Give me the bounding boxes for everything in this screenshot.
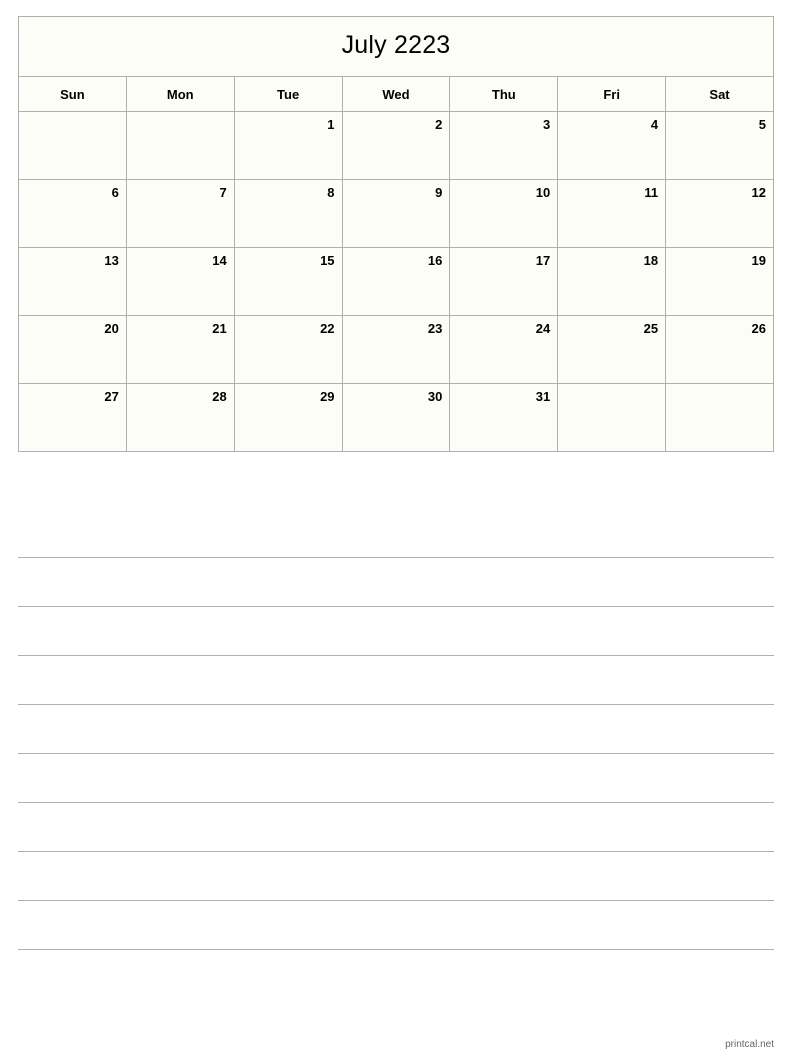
calendar-day-cell[interactable]: 15 xyxy=(234,248,342,316)
calendar-day-cell[interactable]: 13 xyxy=(19,248,127,316)
calendar-day-cell[interactable]: 16 xyxy=(342,248,450,316)
calendar-title-row xyxy=(19,17,774,77)
calendar-week-row xyxy=(19,112,774,180)
calendar-day-cell[interactable]: 27 xyxy=(19,384,127,452)
note-line[interactable] xyxy=(18,852,774,901)
weekday-header-wed: Wed xyxy=(342,77,450,112)
calendar-day-cell[interactable]: 9 xyxy=(342,180,450,248)
calendar-day-cell[interactable]: 5 xyxy=(666,112,774,180)
weekday-header-row xyxy=(19,77,774,112)
calendar-day-cell[interactable]: 18 xyxy=(558,248,666,316)
notes-area xyxy=(18,509,774,950)
page-title: July 2223 xyxy=(341,31,451,59)
weekday-header-thu: Thu xyxy=(450,77,558,112)
calendar-day-cell[interactable] xyxy=(126,112,234,180)
calendar-week-row xyxy=(19,316,774,384)
calendar-week-row xyxy=(19,248,774,316)
calendar-day-cell[interactable]: 25 xyxy=(558,316,666,384)
calendar-day-cell[interactable] xyxy=(558,384,666,452)
calendar-day-cell[interactable]: 22 xyxy=(234,316,342,384)
calendar-day-cell[interactable]: 14 xyxy=(126,248,234,316)
calendar-day-cell[interactable]: 20 xyxy=(19,316,127,384)
calendar-day-cell[interactable]: 6 xyxy=(19,180,127,248)
calendar-day-cell[interactable]: 3 xyxy=(450,112,558,180)
calendar-title-cell xyxy=(19,17,774,77)
calendar-day-cell[interactable]: 7 xyxy=(126,180,234,248)
footer-source-label: printcal.net xyxy=(725,1039,774,1050)
note-line[interactable] xyxy=(18,901,774,950)
note-line[interactable] xyxy=(18,656,774,705)
note-line[interactable] xyxy=(18,803,774,852)
calendar-day-cell[interactable]: 26 xyxy=(666,316,774,384)
note-line[interactable] xyxy=(18,607,774,656)
calendar-day-cell[interactable]: 31 xyxy=(450,384,558,452)
calendar-day-cell[interactable]: 8 xyxy=(234,180,342,248)
note-line[interactable] xyxy=(18,558,774,607)
calendar-table xyxy=(18,16,774,452)
calendar-day-cell[interactable]: 10 xyxy=(450,180,558,248)
calendar-day-cell[interactable]: 11 xyxy=(558,180,666,248)
calendar-day-cell[interactable]: 2 xyxy=(342,112,450,180)
calendar-day-cell[interactable]: 1 xyxy=(234,112,342,180)
calendar-week-row xyxy=(19,384,774,452)
note-line[interactable] xyxy=(18,509,774,558)
note-line[interactable] xyxy=(18,754,774,803)
weekday-header-sun: Sun xyxy=(19,77,127,112)
calendar-day-cell[interactable]: 28 xyxy=(126,384,234,452)
calendar-day-cell[interactable]: 12 xyxy=(666,180,774,248)
calendar-day-cell[interactable]: 23 xyxy=(342,316,450,384)
weekday-header-fri: Fri xyxy=(558,77,666,112)
weekday-header-sat: Sat xyxy=(666,77,774,112)
calendar-day-cell[interactable]: 21 xyxy=(126,316,234,384)
calendar-week-row xyxy=(19,180,774,248)
weekday-header-mon: Mon xyxy=(126,77,234,112)
calendar-day-cell[interactable]: 4 xyxy=(558,112,666,180)
calendar-day-cell[interactable] xyxy=(19,112,127,180)
weekday-header-tue: Tue xyxy=(234,77,342,112)
calendar-day-cell[interactable]: 17 xyxy=(450,248,558,316)
calendar-day-cell[interactable]: 19 xyxy=(666,248,774,316)
calendar-day-cell[interactable]: 30 xyxy=(342,384,450,452)
note-line[interactable] xyxy=(18,705,774,754)
calendar-day-cell[interactable]: 29 xyxy=(234,384,342,452)
calendar-day-cell[interactable]: 24 xyxy=(450,316,558,384)
calendar-day-cell[interactable] xyxy=(666,384,774,452)
